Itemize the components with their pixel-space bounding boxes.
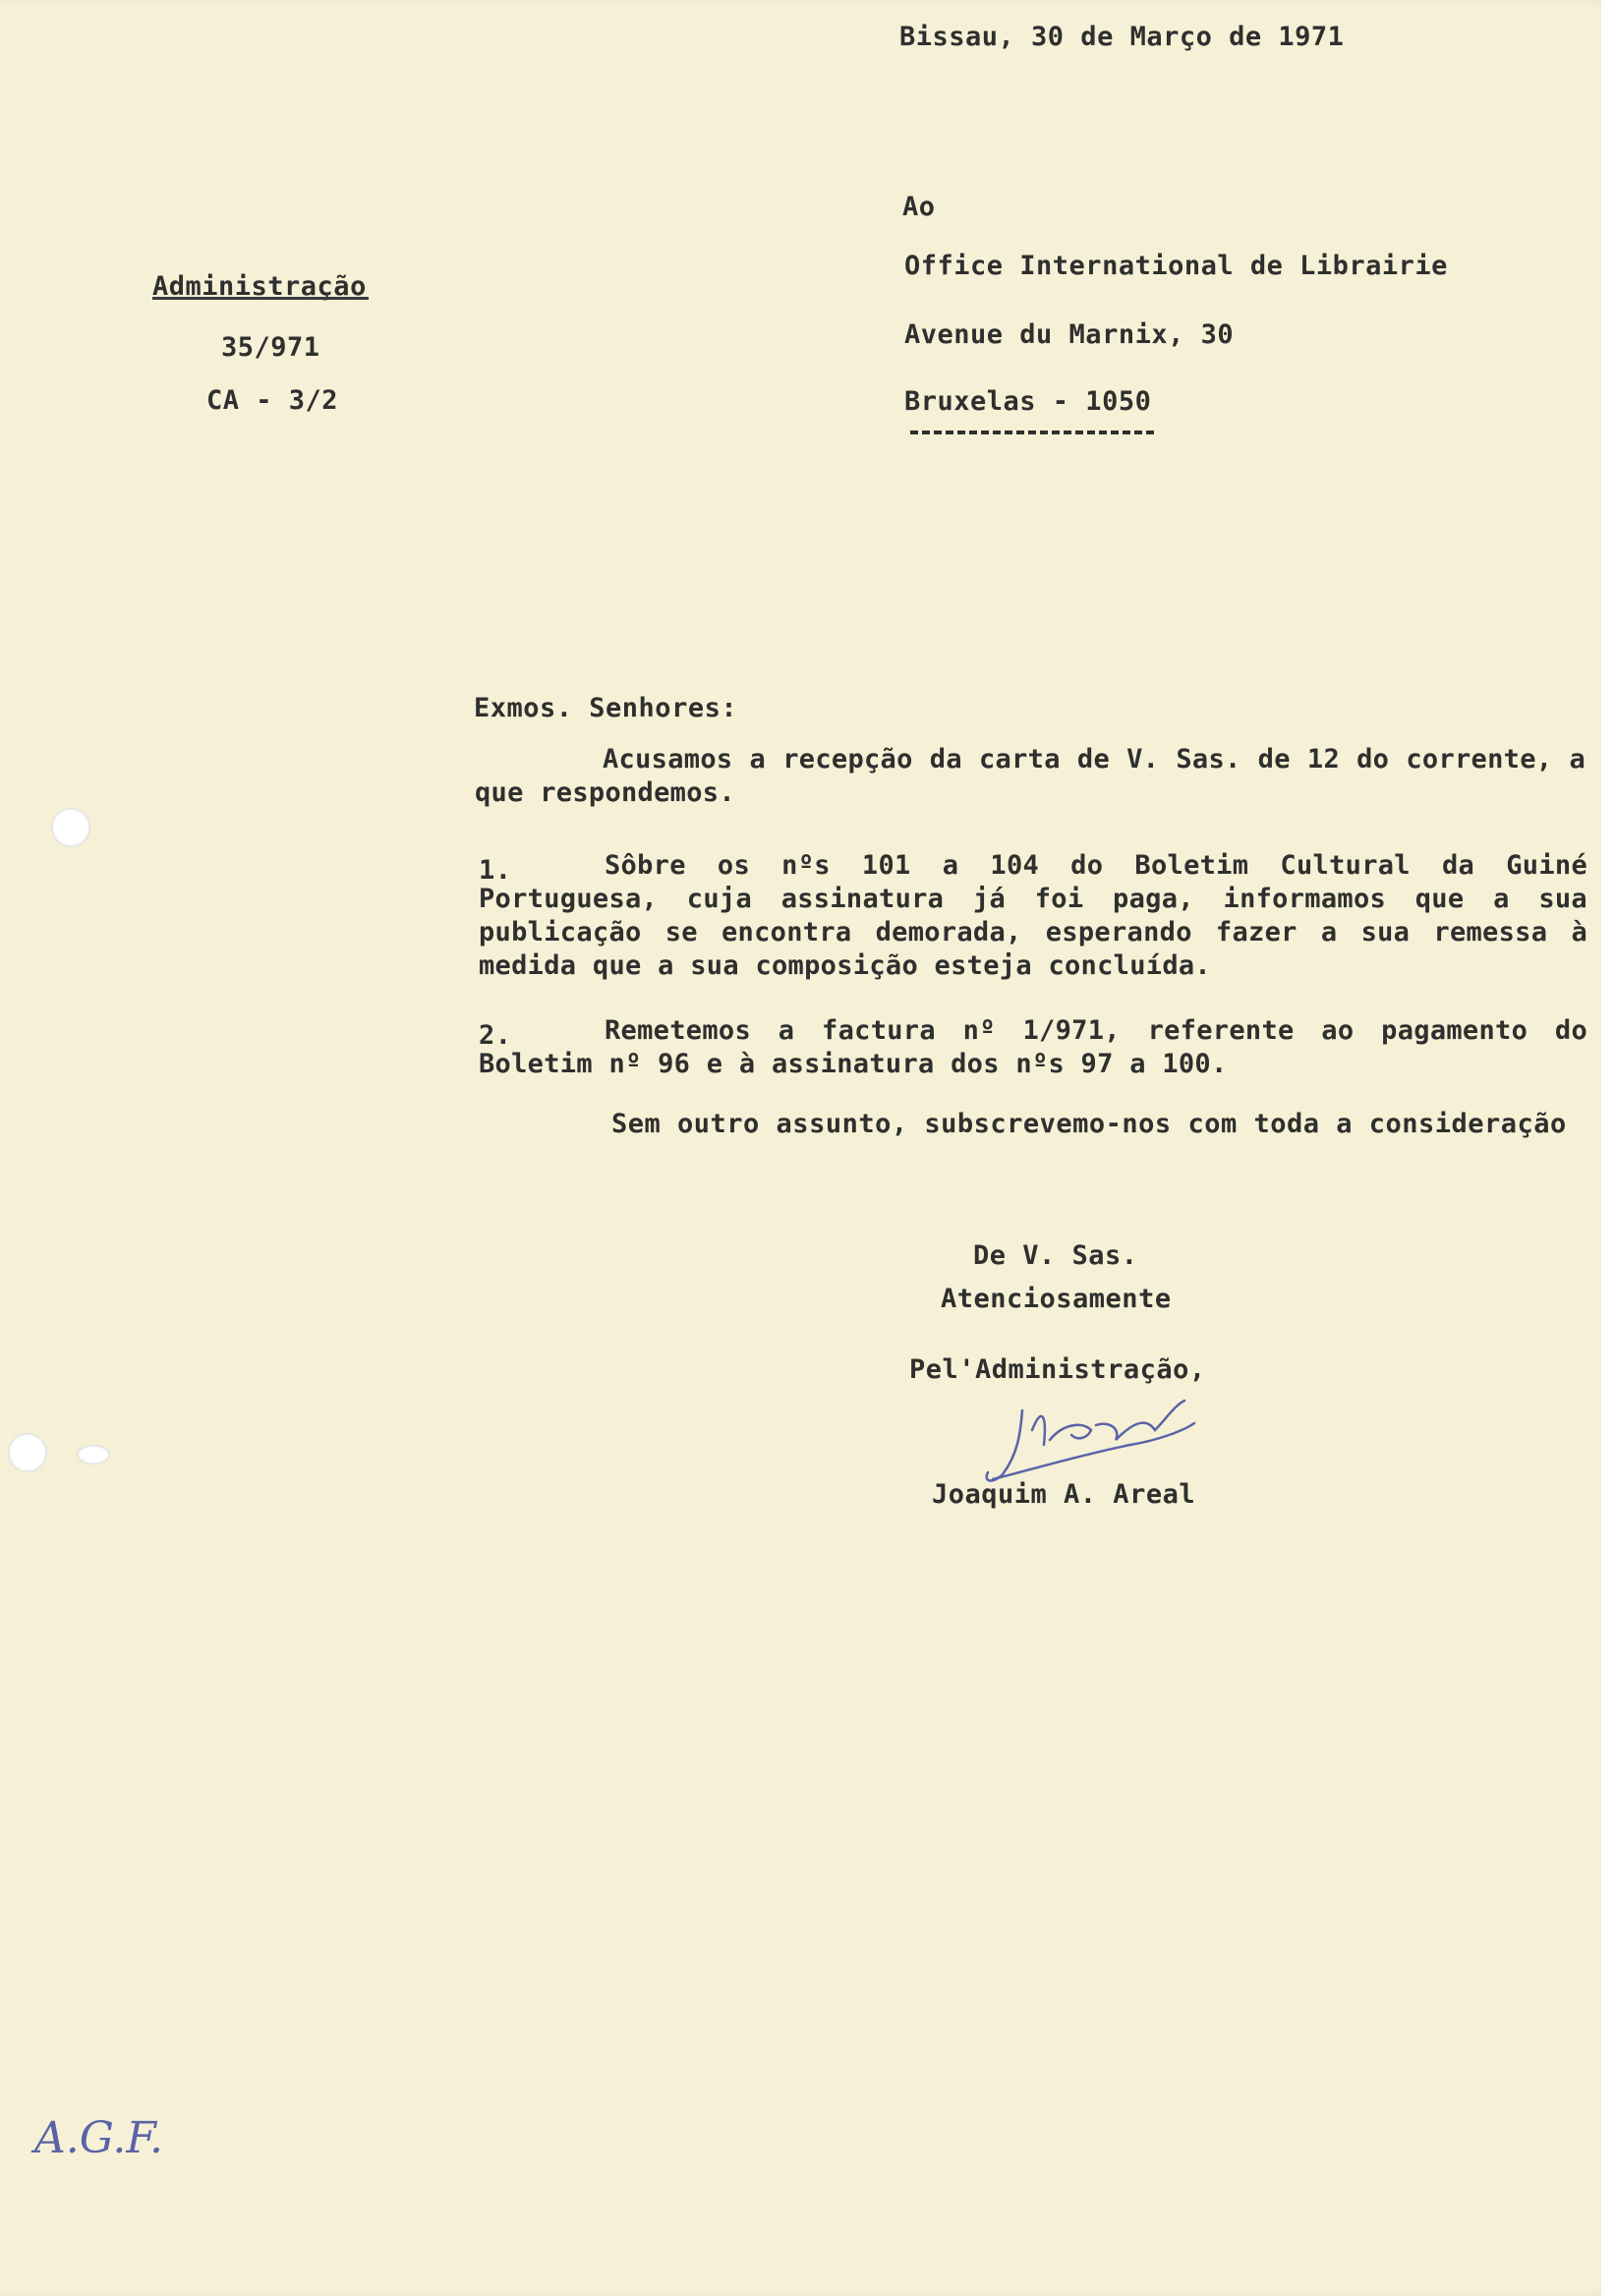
- closing-line: Sem outro assunto, subscrevemo-nos com toda a consideração: [611, 1109, 1567, 1139]
- item1-number: 1.: [479, 855, 512, 886]
- recipient-street: Avenue du Marnix, 30: [904, 319, 1235, 350]
- punch-hole-tear: [77, 1445, 110, 1464]
- reference-code: CA - 3/2: [206, 385, 339, 416]
- signoff-line1: De V. Sas.: [973, 1240, 1138, 1271]
- punch-hole-upper: [51, 808, 90, 847]
- signatory-name: Joaquim A. Areal: [932, 1479, 1196, 1510]
- salutation: Exmos. Senhores:: [474, 693, 738, 723]
- item2-paragraph: Remetemos a factura nº 1/971, referente ao pagamento do Boletim nº 96 e à assinatura dos nºs 97 a 100.: [479, 1015, 1587, 1079]
- reference-department: Administração: [152, 271, 367, 302]
- item2-number: 2.: [479, 1020, 512, 1051]
- recipient-prefix: Ao: [902, 192, 936, 222]
- signature-stroke: [987, 1401, 1194, 1481]
- item1-paragraph: Sôbre os nºs 101 a 104 do Boletim Cultural da Guiné Portuguesa, cuja assinatura já foi paga, informamos que a sua publicação se encontra demorada, esperando fazer a sua remessa à medida que a sua composição esteja concluída.: [479, 850, 1587, 981]
- recipient-name: Office International de Librairie: [904, 251, 1448, 281]
- intro-paragraph: Acusamos a recepção da carta de V. Sas. de 12 do corrente, a que respondemos.: [475, 744, 1586, 808]
- recipient-underline: [910, 430, 1154, 434]
- punch-hole-lower: [8, 1433, 47, 1472]
- signoff-line3: Pel'Administração,: [909, 1354, 1206, 1385]
- recipient-city: Bruxelas - 1050: [904, 386, 1152, 417]
- signature-mark: [973, 1386, 1209, 1494]
- department-underline: [152, 297, 369, 300]
- signoff-line2: Atenciosamente: [941, 1284, 1172, 1314]
- reference-number: 35/971: [221, 332, 320, 363]
- handwritten-annotation: A.G.F.: [34, 2113, 163, 2163]
- letter-date: Bissau, 30 de Março de 1971: [899, 22, 1345, 52]
